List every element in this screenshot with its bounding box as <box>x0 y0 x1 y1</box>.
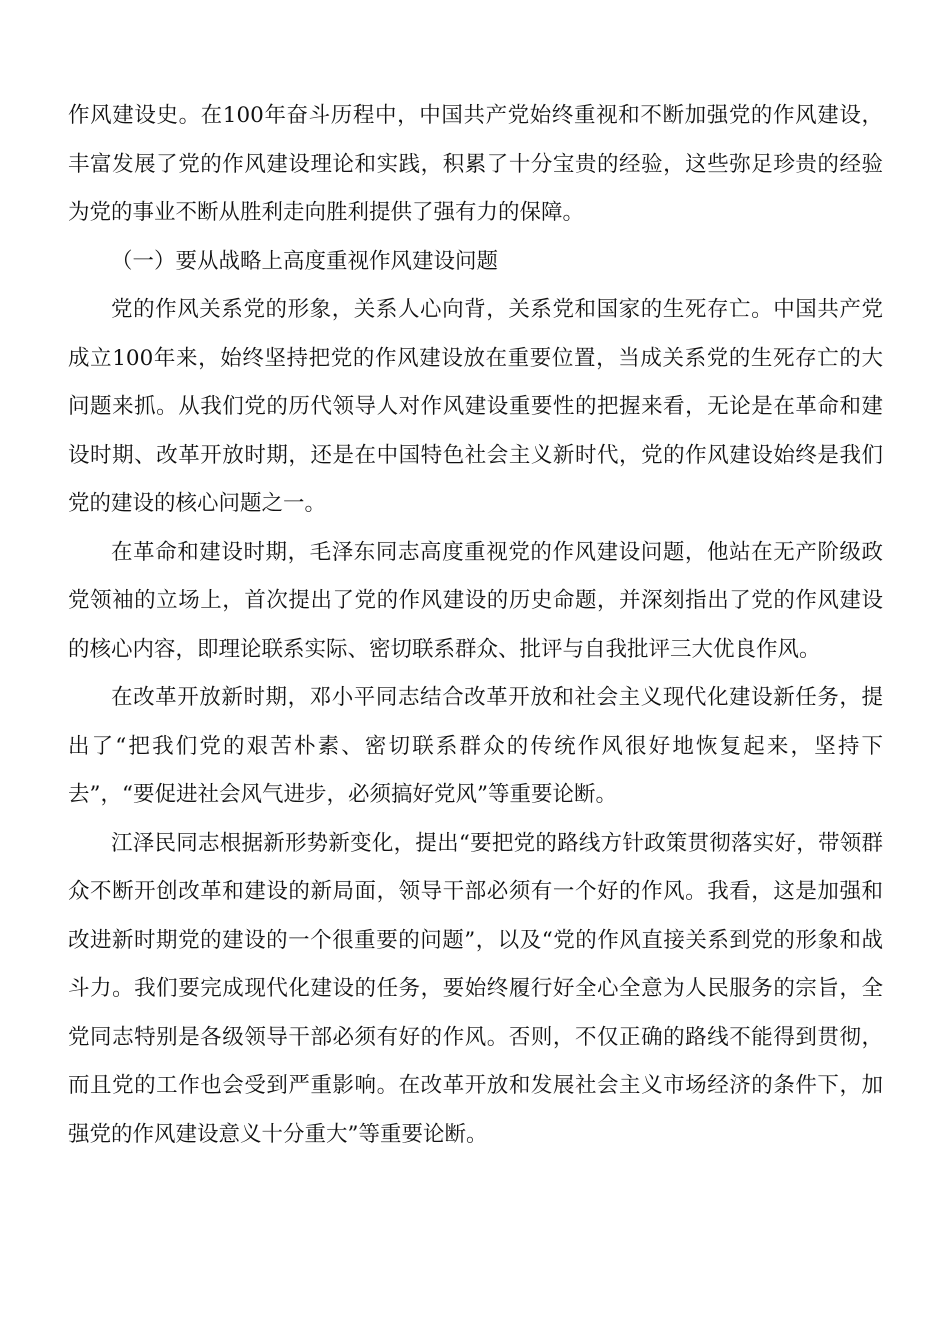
paragraph-work-style-importance: 党的作风关系党的形象，关系人心向背，关系党和国家的生死存亡。中国共产党成立100年来，始终坚持把党的作风建设放在重要位置，当成关系党的生死存亡的大问题来抓。从我们党的历代领导人对作风建设重要性的把握来看，无论是在革命和建设时期、改革开放时期，还是在中国特色社会主义新时代，党的作风建设始终是我们党的建设的核心问题之一。 <box>68 297 883 516</box>
document-page <box>68 92 883 1159</box>
paragraph-deng-xiaoping: 在改革开放新时期，邓小平同志结合改革开放和社会主义现代化建设新任务，提出了“把我们党的艰苦朴素、密切联系群众的传统作风很好地恢复起来，坚持下去”，“要促进社会风气进步，必须搞好党风”等重要论断。 <box>68 685 883 807</box>
paragraph-jiang-zemin: 江泽民同志根据新形势新变化，提出“要把党的路线方针政策贯彻落实好，带领群众不断开创改革和建设的新局面，领导干部必须有一个好的作风。我看，这是加强和改进新时期党的建设的一个很重要的问题”，以及“党的作风直接关系到党的形象和战斗力。我们要完成现代化建设的任务，要始终履行好全心全意为人民服务的宗旨，全党同志特别是各级领导干部必须有好的作风。否则，不仅正确的路线不能得到贯彻，而且党的工作也会受到严重影响。在改革开放和发展社会主义市场经济的条件下，加强党的作风建设意义十分重大”等重要论断。 <box>68 830 883 1147</box>
paragraph-continuation: 作风建设史。在100年奋斗历程中，中国共产党始终重视和不断加强党的作风建设，丰富发展了党的作风建设理论和实践，积累了十分宝贵的经验，这些弥足珍贵的经验为党的事业不断从胜利走向胜利提供了强有力的保障。 <box>68 103 883 225</box>
paragraph-mao-zedong: 在革命和建设时期，毛泽东同志高度重视党的作风建设问题，他站在无产阶级政党领袖的立场上，首次提出了党的作风建设的历史命题，并深刻指出了党的作风建设的核心内容，即理论联系实际、密切联系群众、批评与自我批评三大优良作风。 <box>68 539 883 662</box>
section-heading: （一）要从战略上高度重视作风建设问题 <box>111 248 499 274</box>
